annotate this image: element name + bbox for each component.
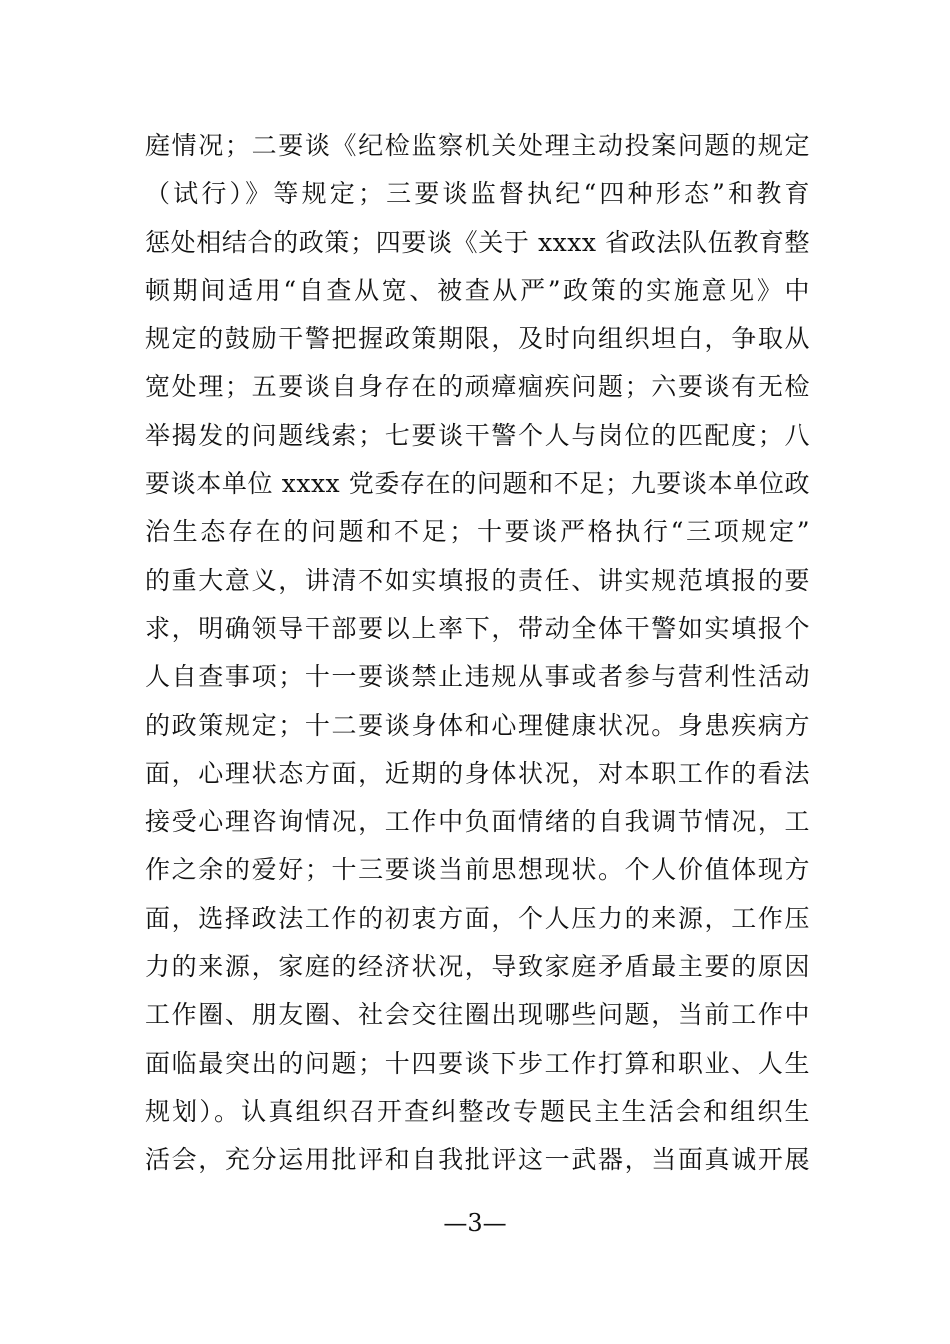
- text-line: 的政策规定；十二要谈身体和心理健康状况。身患疾病方: [145, 710, 810, 740]
- text-line: 面，心理状态方面，近期的身体状况，对本职工作的看法: [145, 758, 810, 788]
- body-text: [145, 122, 810, 1185]
- text-line: 惩处相结合的政策；四要谈《关于 xxxx 省政法队伍教育整: [145, 227, 810, 257]
- text-line: 要谈本单位 xxxx 党委存在的问题和不足；九要谈本单位政: [145, 469, 810, 499]
- text-line: 求，明确领导干部要以上率下，带动全体干警如实填报个: [145, 613, 810, 643]
- text-line: 接受心理咨询情况，工作中负面情绪的自我调节情况，工: [145, 807, 810, 837]
- page-number: —3—: [443, 1209, 507, 1237]
- text-line: 顿期间适用“自查从宽、被查从严”政策的实施意见》中: [145, 275, 810, 305]
- text-line: 规定的鼓励干警把握政策期限，及时向组织坦白，争取从: [145, 324, 810, 354]
- text-line: 活会，充分运用批评和自我批评这一武器，当面真诚开展: [145, 1145, 810, 1175]
- text-line: 力的来源，家庭的经济状况，导致家庭矛盾最主要的原因: [145, 952, 810, 982]
- text-line: 治生态存在的问题和不足；十要谈严格执行“三项规定”: [145, 517, 810, 547]
- text-line: 人自查事项；十一要谈禁止违规从事或者参与营利性活动: [145, 662, 810, 692]
- text-line: 规划）。认真组织召开查纠整改专题民主生活会和组织生: [145, 1096, 810, 1126]
- text-line: 宽处理；五要谈自身存在的顽瘴痼疾问题；六要谈有无检: [145, 372, 810, 402]
- text-line: 的重大意义，讲清不如实填报的责任、讲实规范填报的要: [145, 565, 810, 595]
- text-line: 举揭发的问题线索；七要谈干警个人与岗位的匹配度；八: [145, 420, 810, 450]
- text-line: 作之余的爱好；十三要谈当前思想现状。个人价值体现方: [145, 855, 810, 885]
- text-line: （试行）》等规定；三要谈监督执纪“四种形态”和教育: [145, 179, 810, 209]
- text-line: 工作圈、朋友圈、社会交往圈出现哪些问题，当前工作中: [145, 1000, 810, 1030]
- text-line: 庭情况；二要谈《纪检监察机关处理主动投案问题的规定: [145, 131, 810, 160]
- text-line: 面临最突出的问题；十四要谈下步工作打算和职业、人生: [145, 1048, 810, 1078]
- text-line: 面，选择政法工作的初衷方面，个人压力的来源，工作压: [145, 903, 810, 933]
